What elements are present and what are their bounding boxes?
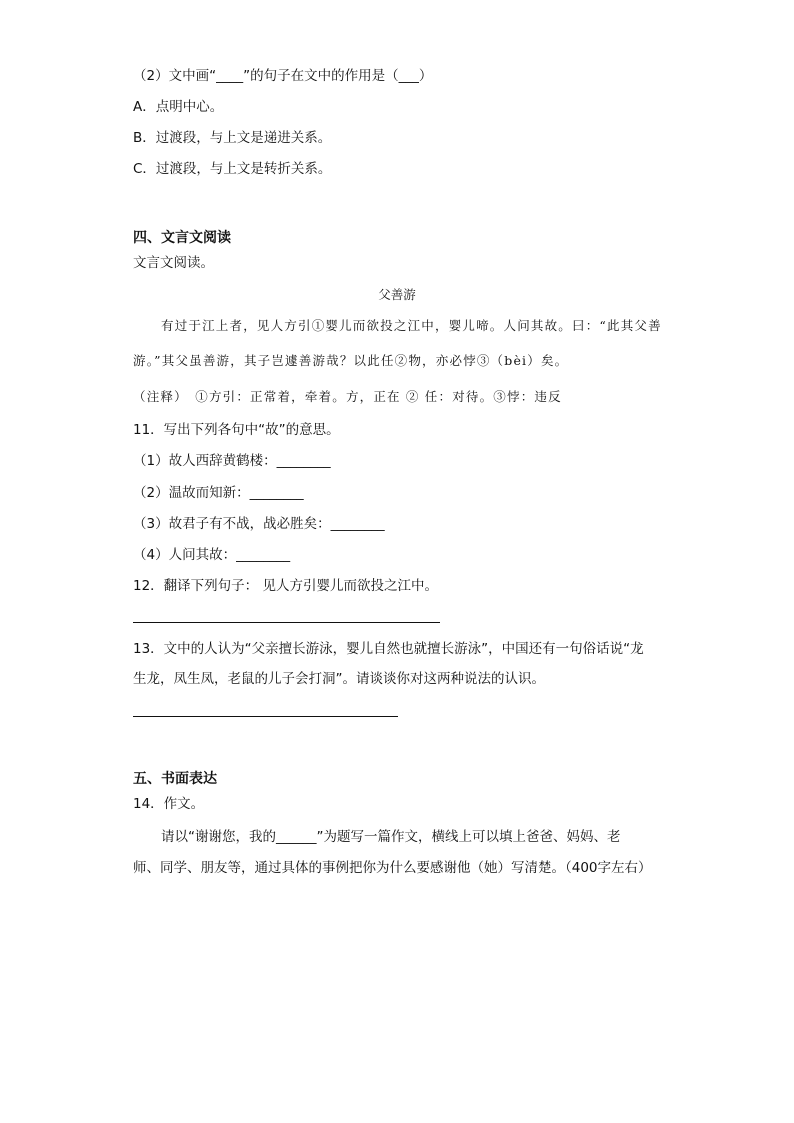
- passage-line-2: 游。”其父虽善游，其子岂遽善游哉？以此任②物，亦必悖③（bèi）矣。: [133, 353, 569, 368]
- passage-title: 父善游: [378, 287, 416, 302]
- question-13-line-1: 13．文中的人认为“父亲擅长游泳，婴儿自然也就擅长游泳”，中国还有一句俗话说“龙: [133, 641, 644, 657]
- essay-prompt-line-1: 请以“谢谢您，我的______”为题写一篇作文，横线上可以填上爸爸、妈妈、老: [161, 829, 621, 845]
- option-b: B．过渡段，与上文是递进关系。: [133, 130, 332, 146]
- question-11-4: （4）人问其故：________: [133, 547, 291, 563]
- passage-notes: （注释） ①方引：正常着，牵着。方，正在 ② 任：对待。③悖：违反: [133, 389, 562, 404]
- question-11-1: （1）故人西辞黄鹤楼：________: [133, 453, 331, 469]
- section-4-intro: 文言文阅读。: [133, 255, 214, 271]
- question-14: 14．作文。: [133, 796, 205, 812]
- section-4-heading: 四、文言文阅读: [133, 230, 231, 246]
- option-a: A．点明中心。: [133, 99, 224, 115]
- question-part-2: （2）文中画“____”的句子在文中的作用是（___）: [133, 68, 433, 84]
- passage-line-1: 有过于江上者，见人方引①婴儿而欲投之江中，婴儿啼。人问其故。曰：“此其父善: [161, 318, 662, 333]
- question-11-3: （3）故君子有不战，战必胜矣：________: [133, 516, 385, 532]
- option-c: C．过渡段，与上文是转折关系。: [133, 161, 332, 177]
- question-13-line-2: 生龙，凤生凤，老鼠的儿子会打洞”。请谈谈你对这两种说法的认识。: [133, 671, 545, 687]
- question-11-2: （2）温故而知新：________: [133, 485, 304, 501]
- section-5-heading: 五、书面表达: [133, 771, 217, 787]
- answer-line-12: [133, 622, 440, 623]
- answer-line-13: [133, 716, 398, 717]
- question-11: 11．写出下列各句中“故”的意思。: [133, 422, 340, 438]
- essay-prompt-line-2: 师、同学、朋友等，通过具体的事例把你为什么要感谢他（她）写清楚。（400字左右）: [133, 860, 652, 876]
- question-12: 12．翻译下列句子： 见人方引婴儿而欲投之江中。: [133, 578, 438, 594]
